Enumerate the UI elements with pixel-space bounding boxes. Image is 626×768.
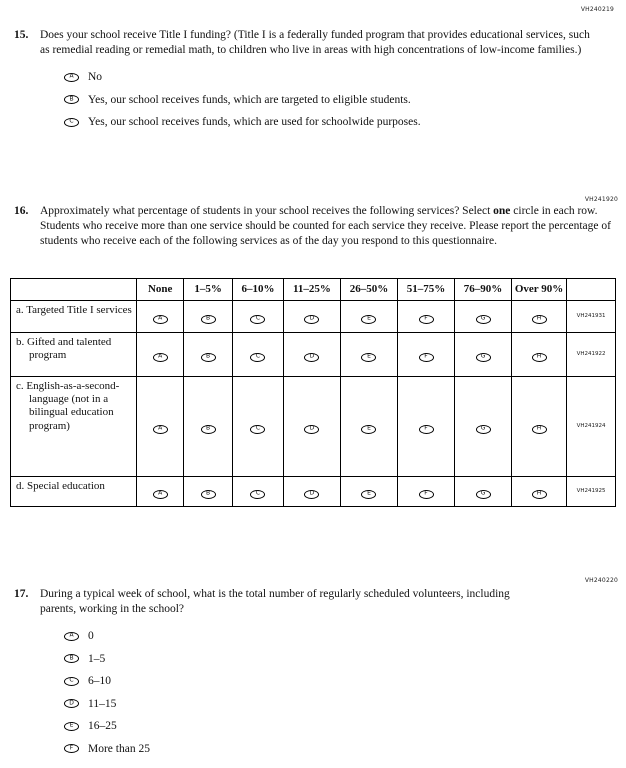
column-header: None [137, 279, 184, 301]
column-header: 51–75% [397, 279, 454, 301]
bubble-letter: E [367, 352, 371, 360]
services-percentage-table [10, 278, 616, 507]
answer-bubble-cell [512, 332, 567, 376]
table-header-row [11, 279, 616, 301]
bubble-letter: E [367, 424, 371, 432]
answer-bubble-cell [397, 476, 454, 506]
answer-bubble-cell [137, 476, 184, 506]
answer-bubble[interactable] [201, 315, 216, 324]
bubble-letter: D [309, 489, 315, 497]
bubble-letter: C [255, 314, 261, 322]
answer-bubble[interactable] [64, 677, 79, 686]
row-label: b. Gifted and talented program [11, 332, 137, 376]
option-label: Yes, our school receives funds, which are used for schoolwide purposes. [88, 116, 421, 129]
q15-options [64, 71, 592, 128]
answer-bubble[interactable] [532, 490, 547, 499]
answer-bubble[interactable] [532, 353, 547, 362]
row-label: a. Targeted Title I services [11, 300, 137, 332]
q15-form-code: VH240219 [580, 6, 614, 13]
answer-bubble[interactable] [419, 490, 434, 499]
answer-bubble[interactable] [64, 744, 79, 753]
answer-bubble[interactable] [361, 353, 376, 362]
header-empty-cell [11, 279, 137, 301]
row-label: c. English-as-a-second-language (not in a bilingual education program) [11, 376, 137, 476]
row-letter: c. [16, 379, 27, 392]
q17-number: 17. [14, 588, 29, 600]
bubble-letter: A [158, 424, 163, 432]
row-form-code: VH241922 [567, 332, 616, 376]
bubble-letter: F [424, 489, 428, 497]
bubble-letter: G [480, 424, 486, 432]
answer-bubble-cell [397, 332, 454, 376]
answer-bubble-cell [137, 300, 184, 332]
answer-bubble[interactable] [476, 315, 491, 324]
row-letter: a. [16, 303, 27, 316]
answer-bubble[interactable] [201, 490, 216, 499]
answer-bubble-cell [283, 376, 340, 476]
answer-bubble[interactable] [532, 425, 547, 434]
header-empty-cell [567, 279, 616, 301]
answer-bubble[interactable] [250, 315, 265, 324]
q15-number: 15. [14, 29, 29, 41]
answer-bubble-cell [233, 332, 284, 376]
question-15 [14, 28, 592, 139]
answer-bubble[interactable] [201, 353, 216, 362]
column-header: 6–10% [233, 279, 284, 301]
option-label: 16–25 [88, 720, 117, 733]
bubble-letter: A [158, 489, 163, 497]
answer-bubble[interactable] [304, 425, 319, 434]
answer-bubble[interactable] [64, 632, 79, 641]
answer-bubble[interactable] [64, 699, 79, 708]
q16-form-code: VH241920 [584, 196, 618, 203]
answer-bubble[interactable] [532, 315, 547, 324]
bubble-letter: H [536, 314, 542, 322]
bubble-letter: D [69, 699, 74, 707]
answer-option [64, 630, 574, 642]
answer-bubble-cell [340, 300, 397, 332]
bubble-letter: C [255, 489, 261, 497]
bubble-letter: H [536, 352, 542, 360]
bubble-letter: G [480, 352, 486, 360]
bubble-letter: C [69, 117, 74, 125]
answer-option [64, 71, 592, 83]
row-letter: d. [16, 479, 27, 492]
answer-bubble-cell [137, 376, 184, 476]
answer-bubble-cell [184, 332, 233, 376]
answer-option [64, 653, 574, 665]
bubble-letter: D [309, 352, 315, 360]
answer-bubble-cell [184, 376, 233, 476]
answer-bubble[interactable] [153, 353, 168, 362]
bubble-letter: B [206, 424, 211, 432]
answer-bubble[interactable] [64, 722, 79, 731]
answer-bubble-cell [455, 300, 512, 332]
column-header: 11–25% [283, 279, 340, 301]
bubble-letter: A [158, 314, 163, 322]
answer-bubble[interactable] [64, 654, 79, 663]
option-label: No [88, 71, 103, 84]
answer-bubble-cell [283, 332, 340, 376]
row-form-code: VH241925 [567, 476, 616, 506]
q16-table-wrap [10, 278, 616, 507]
answer-bubble[interactable] [419, 353, 434, 362]
answer-bubble[interactable] [304, 353, 319, 362]
answer-bubble-cell [233, 376, 284, 476]
bubble-letter: G [480, 314, 486, 322]
answer-bubble[interactable] [361, 425, 376, 434]
answer-option [64, 94, 592, 106]
q17-options [64, 630, 574, 755]
q16-text-post: circle in each row. Students who receive more than one service should be counted for each service they receive. Please report the percentage of students who receive each of the following services as of the day you respond to this questionnaire. [40, 205, 611, 248]
bubble-letter: E [69, 721, 74, 729]
bubble-letter: E [367, 314, 371, 322]
answer-bubble[interactable] [361, 315, 376, 324]
answer-bubble[interactable] [64, 73, 79, 82]
answer-bubble-cell [233, 476, 284, 506]
bubble-letter: B [206, 314, 211, 322]
table-row [11, 376, 616, 476]
bubble-letter: C [255, 352, 261, 360]
column-header: 76–90% [455, 279, 512, 301]
table-row [11, 300, 616, 332]
answer-bubble-cell [340, 476, 397, 506]
answer-bubble-cell [397, 300, 454, 332]
answer-bubble-cell [283, 300, 340, 332]
column-header: 26–50% [340, 279, 397, 301]
option-label: 0 [88, 630, 94, 643]
question-16 [14, 204, 618, 250]
answer-bubble-cell [137, 332, 184, 376]
q16-text-pre: Approximately what percentage of students in your school receives the following services? Select [40, 205, 494, 217]
bubble-letter: B [69, 95, 74, 103]
answer-bubble[interactable] [64, 95, 79, 104]
q17-text: During a typical week of school, what is the total number of regularly scheduled volunteers, including parents, working in the school? [40, 588, 510, 616]
answer-bubble-cell [340, 376, 397, 476]
bubble-letter: H [536, 489, 542, 497]
answer-bubble[interactable] [153, 425, 168, 434]
answer-option [64, 116, 592, 128]
column-header: Over 90% [512, 279, 567, 301]
bubble-letter: F [424, 314, 428, 322]
q15-text: Does your school receive Title I funding? (Title I is a federally funded program that provides educational services, such as remedial reading or remedial math, to children who live in areas with high concentrations of low-income families.) [40, 29, 590, 57]
bubble-letter: F [424, 424, 428, 432]
answer-bubble-cell [233, 300, 284, 332]
answer-bubble[interactable] [304, 315, 319, 324]
option-label: More than 25 [88, 742, 150, 755]
bubble-letter: B [206, 489, 211, 497]
row-letter: b. [16, 335, 27, 348]
bubble-letter: F [424, 352, 428, 360]
answer-bubble-cell [340, 332, 397, 376]
bubble-letter: B [206, 352, 211, 360]
answer-bubble[interactable] [250, 425, 265, 434]
table-row [11, 476, 616, 506]
answer-bubble-cell [512, 300, 567, 332]
question-17 [14, 587, 574, 765]
answer-bubble[interactable] [476, 490, 491, 499]
q16-text-bold: one [493, 205, 511, 217]
answer-bubble-cell [455, 332, 512, 376]
option-label: Yes, our school receives funds, which are targeted to eligible students. [88, 93, 411, 106]
answer-bubble-cell [397, 376, 454, 476]
answer-bubble-cell [455, 476, 512, 506]
bubble-letter: G [480, 489, 486, 497]
bubble-letter: H [536, 424, 542, 432]
table-row [11, 332, 616, 376]
answer-bubble-cell [184, 476, 233, 506]
answer-bubble[interactable] [201, 425, 216, 434]
q16-number: 16. [14, 205, 29, 217]
bubble-letter: D [309, 314, 315, 322]
answer-bubble-cell [512, 476, 567, 506]
answer-bubble[interactable] [361, 490, 376, 499]
bubble-letter: E [367, 489, 371, 497]
answer-bubble[interactable] [250, 490, 265, 499]
bubble-letter: C [255, 424, 261, 432]
answer-bubble[interactable] [476, 353, 491, 362]
answer-bubble[interactable] [304, 490, 319, 499]
answer-option [64, 743, 574, 755]
bubble-letter: C [69, 676, 74, 684]
option-label: 11–15 [88, 697, 117, 710]
answer-bubble[interactable] [153, 490, 168, 499]
answer-option [64, 698, 574, 710]
answer-bubble[interactable] [64, 118, 79, 127]
answer-bubble[interactable] [476, 425, 491, 434]
q16-text [40, 204, 618, 250]
row-label: d. Special education [11, 476, 137, 506]
answer-bubble-cell [283, 476, 340, 506]
option-label: 6–10 [88, 675, 111, 688]
bubble-letter: D [309, 424, 315, 432]
answer-bubble[interactable] [419, 425, 434, 434]
bubble-letter: A [69, 631, 74, 639]
row-form-code: VH241924 [567, 376, 616, 476]
bubble-letter: F [69, 744, 74, 752]
answer-option [64, 720, 574, 732]
answer-bubble[interactable] [250, 353, 265, 362]
column-header: 1–5% [184, 279, 233, 301]
bubble-letter: A [69, 72, 74, 80]
answer-option [64, 675, 574, 687]
option-label: 1–5 [88, 652, 106, 665]
bubble-letter: A [158, 352, 163, 360]
row-form-code: VH241931 [567, 300, 616, 332]
answer-bubble-cell [455, 376, 512, 476]
bubble-letter: B [69, 654, 74, 662]
answer-bubble[interactable] [419, 315, 434, 324]
answer-bubble[interactable] [153, 315, 168, 324]
q17-form-code: VH240220 [584, 577, 618, 584]
answer-bubble-cell [184, 300, 233, 332]
answer-bubble-cell [512, 376, 567, 476]
